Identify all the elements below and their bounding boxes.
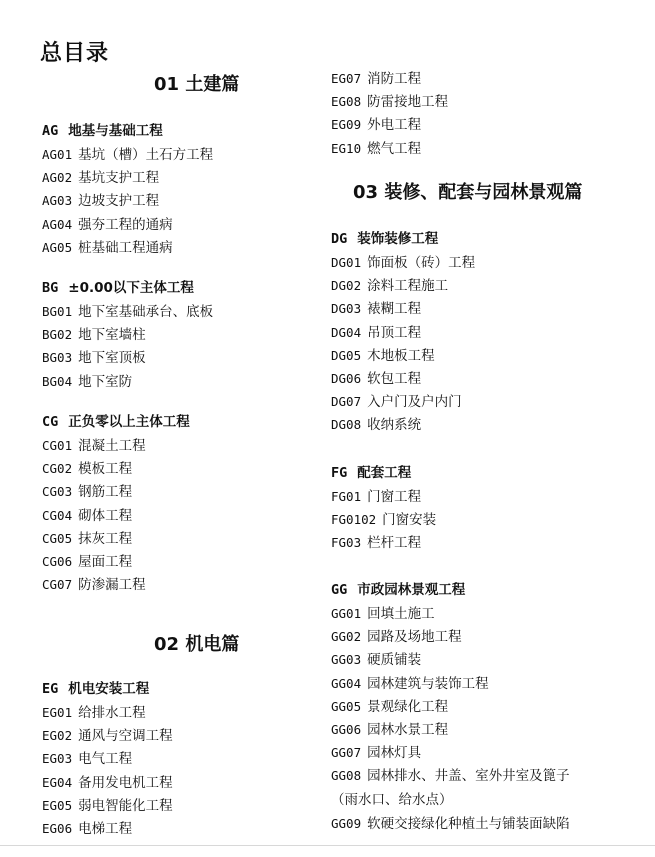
toc-entry (331, 367, 475, 390)
toc-entry (42, 771, 173, 794)
toc-entry (42, 370, 213, 393)
entry-code: BG04 (42, 373, 73, 389)
entry-label: 钢筋工程 (78, 484, 133, 501)
toc-entry (331, 764, 570, 811)
entry-label: 地下室顶板 (78, 350, 146, 367)
entry-label: 备用发电机工程 (78, 774, 173, 791)
section-code: BG (42, 280, 59, 296)
section-bg (42, 277, 213, 393)
toc-entry (331, 531, 436, 554)
toc-entry (42, 189, 213, 212)
entry-label: 吊顶工程 (367, 324, 422, 341)
entry-label: 园林排水、井盖、室外井室及篦子 (367, 768, 570, 785)
entry-code: GG05 (331, 698, 362, 714)
entry-label: 栏杆工程 (367, 535, 422, 552)
entry-label: 涂料工程施工 (367, 278, 449, 295)
toc-entry (42, 346, 213, 369)
entry-code: DG04 (331, 324, 362, 340)
section-name: 机电安装工程 (68, 681, 150, 697)
entry-label: 地下室基础承台、底板 (78, 304, 214, 320)
toc-entry (331, 718, 570, 741)
toc-entry (331, 137, 448, 160)
toc-entry (331, 321, 475, 344)
entry-code: FG01 (331, 489, 362, 504)
toc-entry (331, 90, 448, 113)
item-list (42, 434, 190, 596)
entry-label: 裱糊工程 (367, 301, 422, 318)
entry-label: 门窗工程 (367, 489, 422, 505)
entry-label: 燃气工程 (367, 140, 422, 157)
toc-entry (42, 504, 190, 527)
entry-code: EG05 (42, 797, 73, 813)
entry-label: 混凝土工程 (78, 438, 146, 454)
section-heading (42, 120, 213, 143)
entry-code: DG02 (331, 278, 362, 294)
entry-code: BG01 (42, 304, 73, 319)
section-name: 市政园林景观工程 (357, 582, 466, 598)
section-gg (331, 579, 570, 835)
entry-code: GG06 (331, 721, 362, 737)
entry-code: GG01 (331, 606, 362, 621)
section-heading (42, 411, 190, 434)
toc-entry (42, 434, 190, 457)
entry-code: CG07 (42, 577, 73, 593)
section-heading (42, 277, 213, 300)
entry-code: AG01 (42, 147, 73, 162)
entry-code: FG0102 (331, 512, 377, 528)
section-code: EG (42, 681, 59, 697)
toc-entry (42, 573, 190, 596)
item-list (331, 602, 570, 835)
entry-label: 模板工程 (78, 461, 133, 478)
section-dg (331, 228, 475, 437)
toc-entry (42, 701, 173, 724)
toc-entry (42, 457, 190, 480)
entry-code: BG03 (42, 350, 73, 366)
entry-code: DG03 (331, 301, 362, 317)
toc-entry (42, 300, 213, 323)
section-heading (331, 228, 475, 251)
toc-entry (42, 747, 173, 770)
entry-label: 软硬交接绿化种植土与铺装面缺陷 (367, 815, 570, 832)
entry-code: DG06 (331, 370, 362, 386)
section-heading (42, 678, 173, 701)
toc-entry (42, 480, 190, 503)
entry-label: 入户门及户内门 (367, 394, 462, 411)
entry-code: CG04 (42, 507, 73, 523)
toc-entry (331, 297, 475, 320)
section-ag (42, 120, 213, 259)
page-title: 总目录 (40, 41, 110, 66)
chapter-heading-civil: 01 土建篇 (154, 74, 240, 95)
entry-code: CG02 (42, 461, 73, 477)
entry-label: 通风与空调工程 (78, 728, 173, 745)
entry-code: DG05 (331, 347, 362, 363)
item-list (331, 485, 436, 555)
item-list (331, 251, 475, 437)
toc-entry (42, 724, 173, 747)
toc-entry (42, 527, 190, 550)
entry-code: GG03 (331, 652, 362, 668)
entry-label: 强夯工程的通病 (78, 216, 173, 233)
entry-code: EG07 (331, 71, 362, 86)
toc-entry (42, 550, 190, 573)
entry-label: 硬质铺装 (367, 652, 422, 669)
entry-code: AG04 (42, 216, 73, 232)
item-list (331, 67, 448, 160)
entry-code: CG01 (42, 438, 73, 453)
toc-entry (331, 67, 448, 90)
item-list (42, 143, 213, 259)
entry-label: 抹灰工程 (78, 530, 133, 547)
section-name: 地基与基础工程 (68, 123, 163, 139)
entry-code: AG03 (42, 193, 73, 209)
section-fg (331, 462, 436, 555)
entry-label: 电气工程 (78, 751, 133, 768)
toc-entry (331, 413, 475, 436)
chapter-heading-decoration: 03 装修、配套与园林景观篇 (353, 182, 583, 203)
toc-entry (42, 794, 173, 817)
toc-entry (331, 602, 570, 625)
toc-entry (331, 625, 570, 648)
entry-label: 基坑（槽）土石方工程 (78, 147, 214, 163)
entry-code: GG09 (331, 815, 362, 831)
toc-entry (331, 508, 436, 531)
toc-entry (331, 741, 570, 764)
entry-code: GG07 (331, 745, 362, 761)
entry-code: EG03 (42, 751, 73, 767)
item-list (42, 300, 213, 393)
section-code: AG (42, 123, 59, 139)
section-name: 装饰装修工程 (357, 231, 439, 247)
entry-code: EG01 (42, 705, 73, 720)
entry-label: 屋面工程 (78, 553, 133, 570)
entry-code: EG02 (42, 728, 73, 744)
entry-label: 砌体工程 (78, 507, 133, 524)
entry-code: CG06 (42, 553, 73, 569)
section-heading (331, 462, 436, 485)
entry-code: CG03 (42, 484, 73, 500)
entry-label: 收纳系统 (367, 417, 422, 434)
entry-label: 桩基础工程通病 (78, 239, 173, 256)
entry-code: AG02 (42, 170, 73, 186)
section-name: 正负零以上主体工程 (68, 414, 190, 430)
chapter-heading-mep: 02 机电篇 (154, 634, 240, 655)
entry-label-continuation: （雨水口、给水点） (331, 791, 453, 808)
entry-label: 消防工程 (367, 71, 422, 87)
entry-code: AG05 (42, 239, 73, 255)
entry-label: 边坡支护工程 (78, 193, 160, 210)
entry-code: BG02 (42, 327, 73, 343)
toc-entry (331, 251, 475, 274)
toc-entry (42, 817, 173, 840)
entry-code: EG10 (331, 140, 362, 156)
entry-label: 回填土施工 (367, 606, 435, 622)
section-code: DG (331, 231, 348, 247)
toc-entry (331, 812, 570, 835)
section-code: CG (42, 414, 59, 430)
entry-label: 园路及场地工程 (367, 629, 462, 646)
entry-label: 防渗漏工程 (78, 577, 146, 594)
entry-label: 园林灯具 (367, 745, 422, 762)
entry-code: CG05 (42, 530, 73, 546)
toc-entry (331, 695, 570, 718)
entry-label: 给排水工程 (78, 705, 146, 721)
entry-code: GG02 (331, 629, 362, 645)
entry-label: 弱电智能化工程 (78, 797, 173, 814)
toc-entry (331, 344, 475, 367)
entry-code: GG08 (331, 768, 362, 784)
entry-code: FG03 (331, 535, 362, 551)
entry-label: 软包工程 (367, 370, 422, 387)
entry-label: 门窗安装 (382, 512, 437, 529)
toc-entry (331, 648, 570, 671)
toc-entry (331, 485, 436, 508)
entry-label: 防雷接地工程 (367, 94, 449, 111)
entry-code: EG09 (331, 117, 362, 133)
section-eg (42, 678, 173, 840)
toc-entry (42, 166, 213, 189)
entry-label: 电梯工程 (78, 820, 133, 837)
section-eg-continued (331, 67, 448, 160)
entry-label: 地下室墙柱 (78, 327, 146, 344)
entry-code: DG08 (331, 417, 362, 433)
toc-entry (42, 323, 213, 346)
entry-code: EG08 (331, 94, 362, 110)
entry-label: 木地板工程 (367, 347, 435, 364)
entry-code: DG01 (331, 255, 362, 270)
section-cg (42, 411, 190, 596)
toc-entry (331, 274, 475, 297)
page-bottom-divider (0, 845, 655, 846)
entry-code: DG07 (331, 394, 362, 410)
entry-code: EG04 (42, 774, 73, 790)
entry-label: 景观绿化工程 (367, 698, 449, 715)
entry-code: GG04 (331, 675, 362, 691)
section-code: FG (331, 465, 348, 481)
toc-entry (331, 672, 570, 695)
entry-label: 园林水景工程 (367, 721, 449, 738)
section-name: ±0.00以下主体工程 (68, 280, 194, 296)
toc-entry (42, 143, 213, 166)
section-code: GG (331, 582, 348, 598)
toc-entry (42, 213, 213, 236)
entry-label: 园林建筑与装饰工程 (367, 675, 489, 692)
entry-label: 地下室防 (78, 373, 133, 390)
section-name: 配套工程 (357, 465, 412, 481)
entry-label: 基坑支护工程 (78, 170, 160, 187)
toc-entry (42, 236, 213, 259)
section-heading (331, 579, 570, 602)
toc-entry (331, 390, 475, 413)
entry-label: 饰面板（砖）工程 (367, 255, 476, 271)
entry-label: 外电工程 (367, 117, 422, 134)
entry-code: EG06 (42, 820, 73, 836)
toc-entry (331, 113, 448, 136)
item-list (42, 701, 173, 840)
